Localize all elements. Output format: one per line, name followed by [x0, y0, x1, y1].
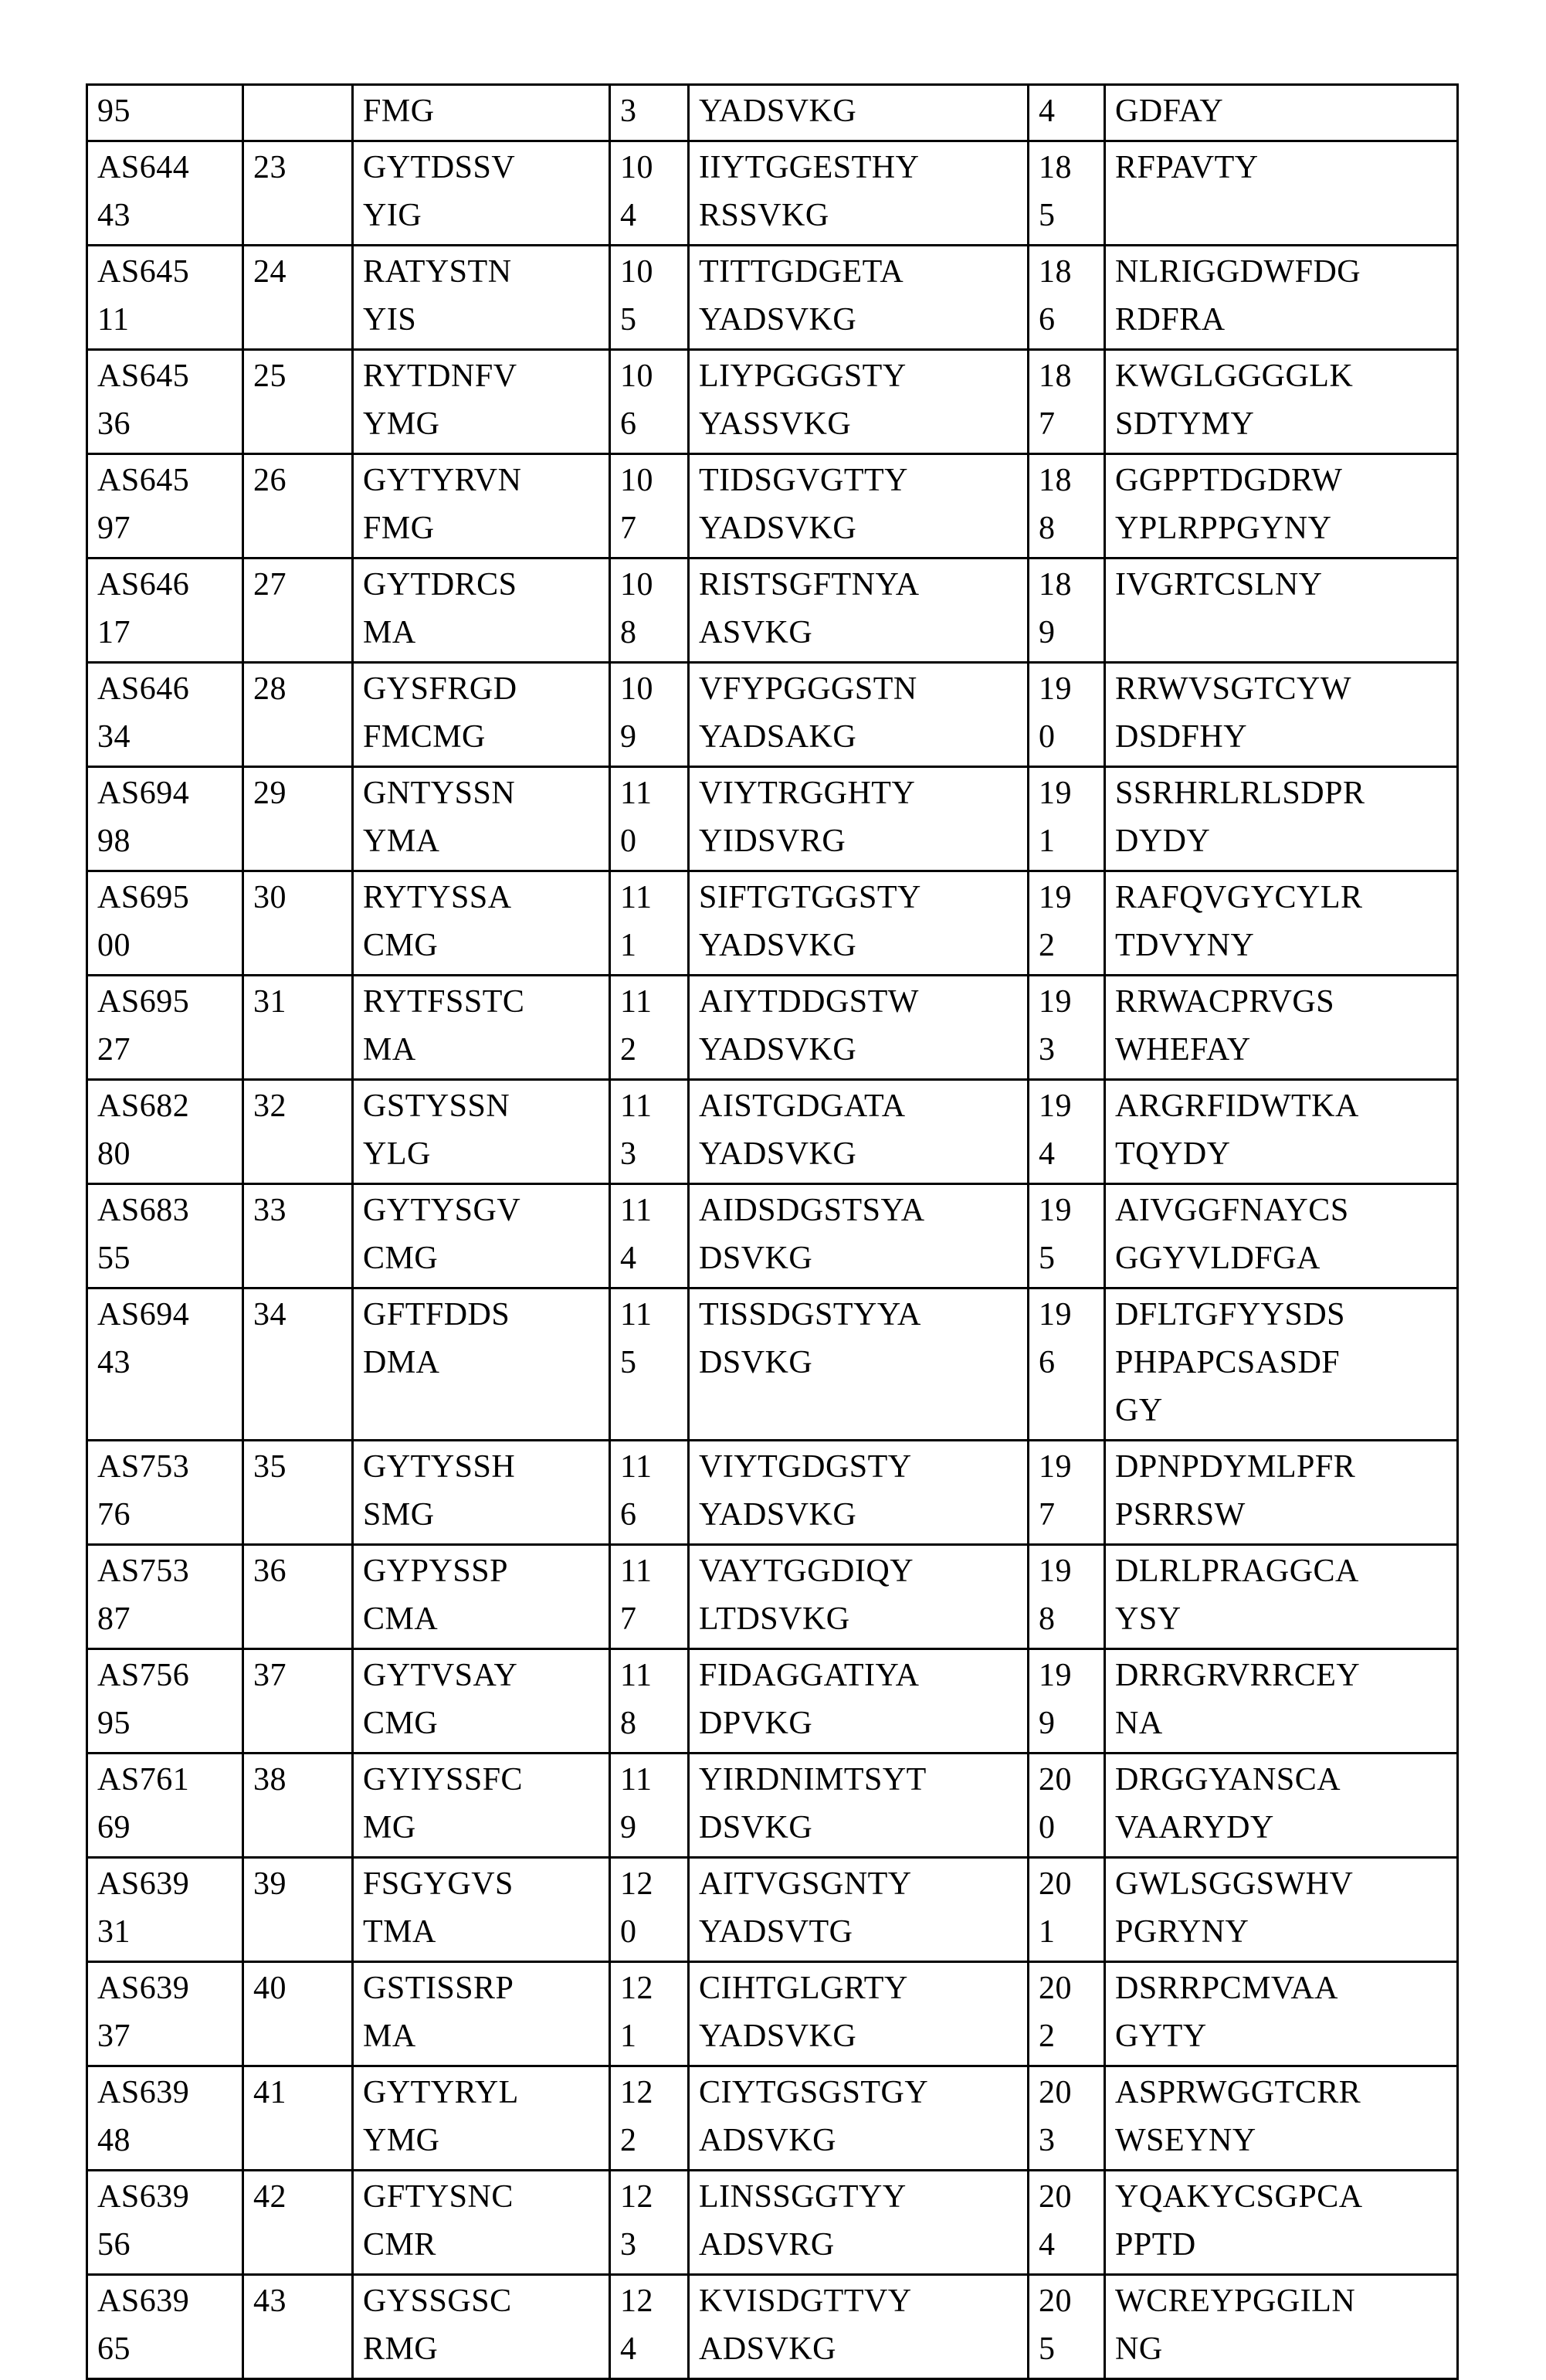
table-cell: 41 — [243, 2066, 353, 2171]
table-cell: TISSDGSTYYA DSVKG — [689, 1288, 1029, 1441]
table-cell: 11 5 — [610, 1288, 689, 1441]
table-cell: SIFTGTGGSTY YADSVKG — [689, 871, 1029, 976]
table-cell: 11 0 — [610, 767, 689, 871]
table-cell: 95 — [87, 85, 243, 141]
table-cell: 30 — [243, 871, 353, 976]
table-cell: DLRLPRAGGCA YSY — [1105, 1545, 1458, 1649]
table-cell: 20 3 — [1029, 2066, 1105, 2171]
table-cell: GGPPTDGDRW YPLRPPGYNY — [1105, 454, 1458, 559]
table-row — [87, 663, 1458, 767]
table-cell: 19 8 — [1029, 1545, 1105, 1649]
table-cell: 10 8 — [610, 559, 689, 663]
table-cell: GDFAY — [1105, 85, 1458, 141]
table-cell: AS645 97 — [87, 454, 243, 559]
table-row — [87, 246, 1458, 350]
table-cell: IVGRTCSLNY — [1105, 559, 1458, 663]
table-cell: AS694 98 — [87, 767, 243, 871]
table-cell: 10 7 — [610, 454, 689, 559]
table-cell: DFLTGFYYSDS PHPAPCSASDF GY — [1105, 1288, 1458, 1441]
table-cell: 27 — [243, 559, 353, 663]
table-cell: GYTDSSV YIG — [353, 141, 610, 246]
table-cell: AS694 43 — [87, 1288, 243, 1441]
table-cell: 10 5 — [610, 246, 689, 350]
table-cell: 19 3 — [1029, 976, 1105, 1080]
table-cell: 11 1 — [610, 871, 689, 976]
table-row — [87, 871, 1458, 976]
table-cell: 18 5 — [1029, 141, 1105, 246]
table-cell: GYSFRGD FMCMG — [353, 663, 610, 767]
table-cell: WCREYPGGILN NG — [1105, 2275, 1458, 2379]
table-cell: DSRRPCMVAA GYTY — [1105, 1962, 1458, 2066]
sequence-table — [86, 83, 1459, 2380]
table-row — [87, 141, 1458, 246]
table-cell: 11 7 — [610, 1545, 689, 1649]
table-cell: 11 8 — [610, 1649, 689, 1754]
table-cell: 25 — [243, 350, 353, 454]
table-cell: 33 — [243, 1184, 353, 1288]
table-cell: RFPAVTY — [1105, 141, 1458, 246]
table-cell: GYTVSAY CMG — [353, 1649, 610, 1754]
table-row — [87, 1962, 1458, 2066]
table-cell: 19 2 — [1029, 871, 1105, 976]
table-cell: 10 9 — [610, 663, 689, 767]
table-cell: LINSSGGTYY ADSVRG — [689, 2171, 1029, 2275]
table-cell: RISTSGFTNYA ASVKG — [689, 559, 1029, 663]
table-cell: AS644 43 — [87, 141, 243, 246]
table-cell: GYTYSSH SMG — [353, 1441, 610, 1545]
table-cell: 19 4 — [1029, 1080, 1105, 1184]
sequence-table-body — [87, 85, 1458, 2379]
table-cell: 42 — [243, 2171, 353, 2275]
table-cell: 10 6 — [610, 350, 689, 454]
table-cell: AIYTDDGSTW YADSVKG — [689, 976, 1029, 1080]
table-cell: RATYSTN YIS — [353, 246, 610, 350]
table-cell: 19 9 — [1029, 1649, 1105, 1754]
table-cell: GYTDRCS MA — [353, 559, 610, 663]
table-cell: GSTISSRP MA — [353, 1962, 610, 2066]
table-cell: VAYTGGDIQY LTDSVKG — [689, 1545, 1029, 1649]
table-cell: 36 — [243, 1545, 353, 1649]
table-cell — [243, 85, 353, 141]
table-cell: 43 — [243, 2275, 353, 2379]
table-cell: RYTYSSA CMG — [353, 871, 610, 976]
table-cell: TIDSGVGTTY YADSVKG — [689, 454, 1029, 559]
table-row — [87, 767, 1458, 871]
table-row — [87, 1288, 1458, 1441]
table-cell: LIYPGGGSTY YASSVKG — [689, 350, 1029, 454]
table-cell: 40 — [243, 1962, 353, 2066]
table-cell: DPNPDYMLPFR PSRRSW — [1105, 1441, 1458, 1545]
table-cell: IIYTGGESTHY RSSVKG — [689, 141, 1029, 246]
table-cell: GSTYSSN YLG — [353, 1080, 610, 1184]
table-cell: 19 6 — [1029, 1288, 1105, 1441]
table-cell: AITVGSGNTY YADSVTG — [689, 1858, 1029, 1962]
table-cell: 18 6 — [1029, 246, 1105, 350]
table-row — [87, 2066, 1458, 2171]
table-cell: 10 4 — [610, 141, 689, 246]
table-cell: 26 — [243, 454, 353, 559]
table-cell: RRWVSGTCYW DSDFHY — [1105, 663, 1458, 767]
table-cell: 19 1 — [1029, 767, 1105, 871]
table-cell: YIRDNIMTSYT DSVKG — [689, 1754, 1029, 1858]
table-cell: 19 5 — [1029, 1184, 1105, 1288]
table-cell: 11 3 — [610, 1080, 689, 1184]
table-row — [87, 454, 1458, 559]
table-cell: DRGGYANSCA VAARYDY — [1105, 1754, 1458, 1858]
table-cell: YADSVKG — [689, 85, 1029, 141]
table-cell: 4 — [1029, 85, 1105, 141]
table-cell: AS753 76 — [87, 1441, 243, 1545]
table-cell: FMG — [353, 85, 610, 141]
table-cell: GYSSGSC RMG — [353, 2275, 610, 2379]
table-cell: CIYTGSGSTGY ADSVKG — [689, 2066, 1029, 2171]
table-cell: 19 7 — [1029, 1441, 1105, 1545]
table-cell: 12 3 — [610, 2171, 689, 2275]
table-cell: AS639 56 — [87, 2171, 243, 2275]
table-cell: 31 — [243, 976, 353, 1080]
table-cell: VIYTRGGHTY YIDSVRG — [689, 767, 1029, 871]
table-cell: AS646 17 — [87, 559, 243, 663]
table-cell: ASPRWGGTCRR WSEYNY — [1105, 2066, 1458, 2171]
table-cell: GNTYSSN YMA — [353, 767, 610, 871]
table-row — [87, 1441, 1458, 1545]
table-cell: KVISDGTTVY ADSVKG — [689, 2275, 1029, 2379]
table-cell: 12 0 — [610, 1858, 689, 1962]
table-cell: 18 9 — [1029, 559, 1105, 663]
table-row — [87, 559, 1458, 663]
table-cell: TITTGDGETA YADSVKG — [689, 246, 1029, 350]
table-cell: 19 0 — [1029, 663, 1105, 767]
table-cell: 39 — [243, 1858, 353, 1962]
table-row — [87, 1184, 1458, 1288]
table-cell: AIDSDGSTSYA DSVKG — [689, 1184, 1029, 1288]
table-cell: 20 4 — [1029, 2171, 1105, 2275]
table-cell: 12 4 — [610, 2275, 689, 2379]
table-cell: AS639 31 — [87, 1858, 243, 1962]
table-row — [87, 1858, 1458, 1962]
table-cell: RYTDNFV YMG — [353, 350, 610, 454]
table-cell: 37 — [243, 1649, 353, 1754]
table-cell: 11 6 — [610, 1441, 689, 1545]
table-cell: 28 — [243, 663, 353, 767]
table-row — [87, 2171, 1458, 2275]
table-cell: AS645 36 — [87, 350, 243, 454]
table-cell: 3 — [610, 85, 689, 141]
table-cell: AS761 69 — [87, 1754, 243, 1858]
table-cell: ARGRFIDWTKA TQYDY — [1105, 1080, 1458, 1184]
table-cell: 12 2 — [610, 2066, 689, 2171]
table-cell: GYTYSGV CMG — [353, 1184, 610, 1288]
table-cell: RRWACPRVGS WHEFAY — [1105, 976, 1458, 1080]
table-cell: GFTYSNC CMR — [353, 2171, 610, 2275]
table-cell: 32 — [243, 1080, 353, 1184]
table-row — [87, 1545, 1458, 1649]
table-row — [87, 2275, 1458, 2379]
table-cell: 11 2 — [610, 976, 689, 1080]
table-cell: 38 — [243, 1754, 353, 1858]
table-cell: AS639 48 — [87, 2066, 243, 2171]
table-cell: AISTGDGATA YADSVKG — [689, 1080, 1029, 1184]
table-cell: DRRGRVRRCEY NA — [1105, 1649, 1458, 1754]
table-row — [87, 1754, 1458, 1858]
table-cell: AS639 65 — [87, 2275, 243, 2379]
table-cell: RAFQVGYCYLR TDVYNY — [1105, 871, 1458, 976]
table-cell: AS695 00 — [87, 871, 243, 976]
table-cell: AS639 37 — [87, 1962, 243, 2066]
table-row — [87, 1649, 1458, 1754]
table-cell: AS683 55 — [87, 1184, 243, 1288]
table-cell: 11 9 — [610, 1754, 689, 1858]
table-cell: RYTFSSTC MA — [353, 976, 610, 1080]
table-cell: GYTYRVN FMG — [353, 454, 610, 559]
table-cell: AS753 87 — [87, 1545, 243, 1649]
table-cell: AIVGGFNAYCS GGYVLDFGA — [1105, 1184, 1458, 1288]
table-cell: AS645 11 — [87, 246, 243, 350]
table-cell: AS682 80 — [87, 1080, 243, 1184]
table-cell: VFYPGGGSTN YADSAKG — [689, 663, 1029, 767]
table-row — [87, 350, 1458, 454]
table-cell: 24 — [243, 246, 353, 350]
table-cell: 20 1 — [1029, 1858, 1105, 1962]
table-cell: GYPYSSP CMA — [353, 1545, 610, 1649]
table-cell: FIDAGGATIYA DPVKG — [689, 1649, 1029, 1754]
table-cell: KWGLGGGGLK SDTYMY — [1105, 350, 1458, 454]
table-row — [87, 85, 1458, 141]
table-cell: 11 4 — [610, 1184, 689, 1288]
table-cell: 20 2 — [1029, 1962, 1105, 2066]
table-cell: 35 — [243, 1441, 353, 1545]
table-cell: YQAKYCSGPCA PPTD — [1105, 2171, 1458, 2275]
table-cell: AS695 27 — [87, 976, 243, 1080]
table-row — [87, 1080, 1458, 1184]
table-cell: GYIYSSFC MG — [353, 1754, 610, 1858]
table-cell: CIHTGLGRTY YADSVKG — [689, 1962, 1029, 2066]
table-row — [87, 976, 1458, 1080]
table-cell: 29 — [243, 767, 353, 871]
table-cell: VIYTGDGSTY YADSVKG — [689, 1441, 1029, 1545]
table-cell: 12 1 — [610, 1962, 689, 2066]
table-cell: GFTFDDS DMA — [353, 1288, 610, 1441]
table-cell: AS756 95 — [87, 1649, 243, 1754]
table-cell: NLRIGGDWFDG RDFRA — [1105, 246, 1458, 350]
table-cell: 20 0 — [1029, 1754, 1105, 1858]
table-cell: GWLSGGSWHV PGRYNY — [1105, 1858, 1458, 1962]
table-cell: 18 7 — [1029, 350, 1105, 454]
table-cell: 18 8 — [1029, 454, 1105, 559]
table-cell: GYTYRYL YMG — [353, 2066, 610, 2171]
table-cell: FSGYGVS TMA — [353, 1858, 610, 1962]
table-cell: 23 — [243, 141, 353, 246]
table-cell: SSRHRLRLSDPR DYDY — [1105, 767, 1458, 871]
table-cell: 34 — [243, 1288, 353, 1441]
table-cell: 20 5 — [1029, 2275, 1105, 2379]
table-cell: AS646 34 — [87, 663, 243, 767]
